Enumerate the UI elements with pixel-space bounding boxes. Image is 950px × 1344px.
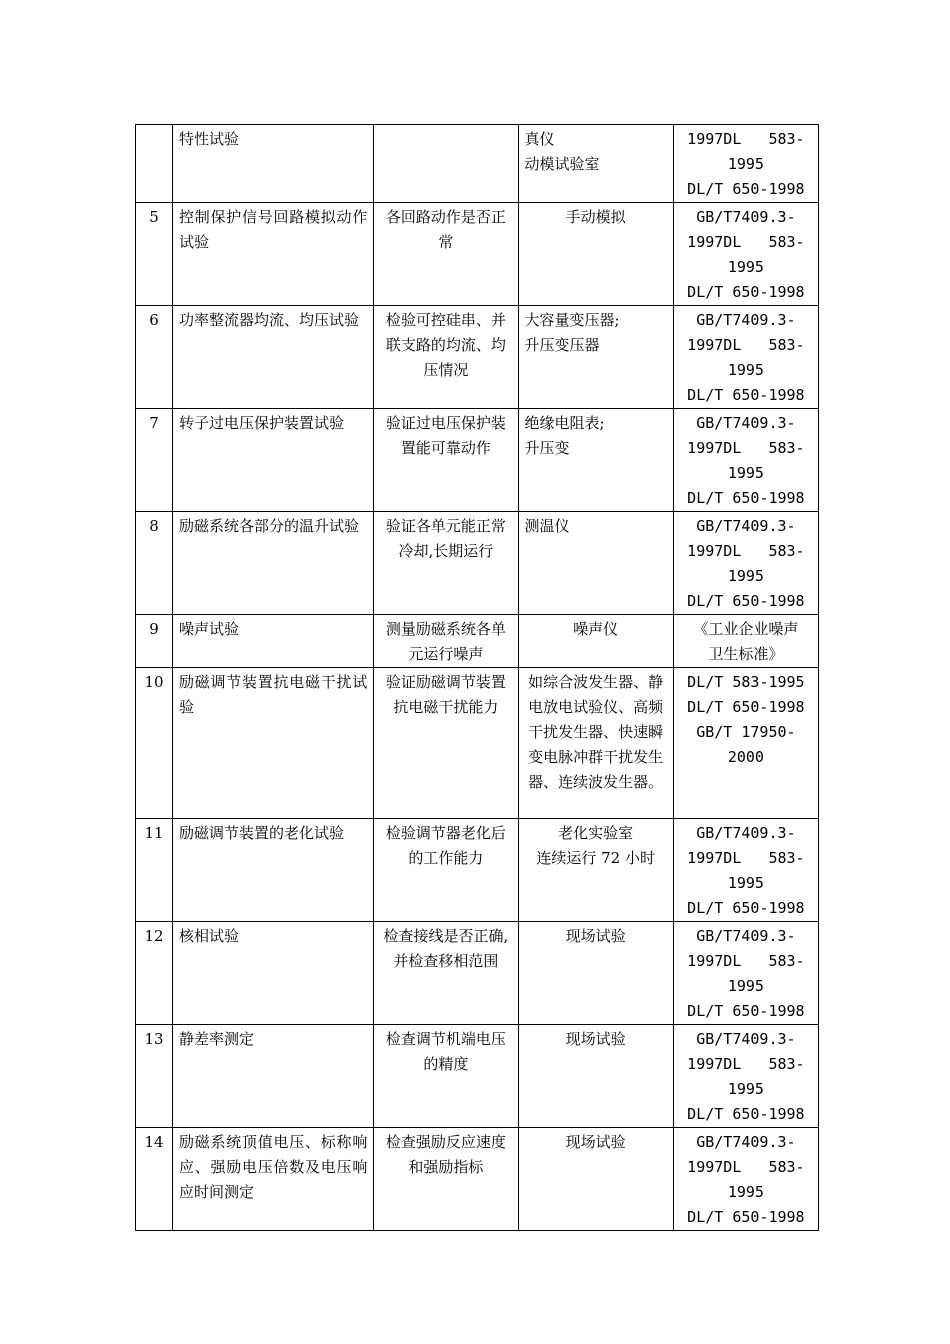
test-item-cell-text: 功率整流器均流、均压试验: [179, 311, 360, 329]
test-purpose-cell-text: 测量励磁系统各单元运行噪声: [385, 620, 506, 663]
test-equipment-cell-text: 手动模拟: [565, 208, 626, 226]
table-row: [136, 409, 819, 512]
test-purpose-cell-text: 验证各单元能正常冷却,长期运行: [385, 517, 506, 560]
table-row: [136, 1025, 819, 1128]
row-number-cell-text: 13: [144, 1030, 164, 1048]
row-number-cell: [136, 615, 173, 668]
row-number-cell: [136, 203, 173, 306]
test-equipment-cell-text: 噪声仪: [573, 620, 619, 638]
table-row: [136, 1128, 819, 1231]
test-equipment-cell-text: 大容量变压器; 升压变压器: [524, 311, 620, 354]
row-number-cell: [136, 819, 173, 922]
test-item-cell: [173, 203, 374, 306]
table-body: [136, 125, 819, 1231]
test-item-cell: [173, 615, 374, 668]
test-purpose-cell: [374, 668, 518, 819]
test-purpose-cell: [374, 922, 518, 1025]
test-item-cell-text: 励磁系统各部分的温升试验: [179, 517, 360, 535]
standard-cell: [673, 668, 818, 819]
test-item-cell: [173, 512, 374, 615]
standard-cell-text: 1997DL 583- 1995 DL/T 650-1998: [687, 130, 805, 198]
test-item-cell-text: 核相试验: [179, 927, 240, 945]
test-item-cell-text: 励磁调节装置的老化试验: [179, 824, 345, 842]
standard-cell-text: GB/T7409.3- 1997DL 583- 1995 DL/T 650-1998: [687, 517, 805, 610]
row-number-cell-text: 11: [144, 824, 164, 842]
test-purpose-cell-text: 验证过电压保护装置能可靠动作: [385, 414, 506, 457]
test-equipment-cell: [518, 409, 673, 512]
test-equipment-cell-text: 绝缘电阻表; 升压变: [524, 414, 605, 457]
row-number-cell: [136, 306, 173, 409]
row-number-cell: [136, 409, 173, 512]
standard-cell: [673, 306, 818, 409]
test-equipment-cell-text: 现场试验: [565, 1030, 626, 1048]
row-number-cell: [136, 512, 173, 615]
test-purpose-cell-text: 检查接线是否正确,并检查移相范围: [383, 927, 509, 970]
standard-cell: [673, 922, 818, 1025]
test-purpose-cell: [374, 615, 518, 668]
test-equipment-cell: [518, 922, 673, 1025]
test-purpose-cell-text: 检验可控硅串、并联支路的均流、均压情况: [385, 311, 506, 379]
standard-cell: [673, 1025, 818, 1128]
test-equipment-cell: [518, 819, 673, 922]
test-item-cell: [173, 306, 374, 409]
test-equipment-cell-text: 真仪 动模试验室: [524, 130, 600, 173]
test-equipment-cell-text: 老化实验室 连续运行 72 小时: [536, 824, 655, 867]
table-row: [136, 615, 819, 668]
test-purpose-cell-text: 检验调节器老化后的工作能力: [385, 824, 506, 867]
standard-cell-text: GB/T7409.3- 1997DL 583- 1995 DL/T 650-1998: [687, 208, 805, 301]
test-item-cell: [173, 668, 374, 819]
standard-cell: [673, 512, 818, 615]
test-item-cell-text: 特性试验: [179, 130, 240, 148]
test-equipment-cell: [518, 125, 673, 203]
standard-cell-text: GB/T7409.3- 1997DL 583- 1995 DL/T 650-1998: [687, 1133, 805, 1226]
test-equipment-cell: [518, 668, 673, 819]
standard-cell: [673, 819, 818, 922]
standard-cell: [673, 615, 818, 668]
row-number-cell: [136, 1025, 173, 1128]
test-purpose-cell-text: 各回路动作是否正常: [385, 208, 506, 251]
test-equipment-cell: [518, 1025, 673, 1128]
test-purpose-cell: [374, 1025, 518, 1128]
row-number-cell: [136, 922, 173, 1025]
standard-cell-text: GB/T7409.3- 1997DL 583- 1995 DL/T 650-1998: [687, 311, 805, 404]
test-purpose-cell: [374, 409, 518, 512]
row-number-cell: [136, 668, 173, 819]
test-equipment-cell-text: 现场试验: [565, 927, 626, 945]
standard-cell: [673, 409, 818, 512]
test-purpose-cell: [374, 512, 518, 615]
test-item-cell: [173, 409, 374, 512]
row-number-cell-text: 5: [149, 208, 159, 226]
test-item-cell-text: 控制保护信号回路模拟动作试验: [179, 208, 368, 251]
standard-cell: [673, 203, 818, 306]
test-item-cell-text: 静差率测定: [179, 1030, 255, 1048]
row-number-cell: [136, 125, 173, 203]
row-number-cell-text: 10: [144, 673, 164, 691]
test-item-cell-text: 噪声试验: [179, 620, 240, 638]
test-equipment-cell: [518, 1128, 673, 1231]
test-item-cell: [173, 922, 374, 1025]
row-number-cell-text: 7: [149, 414, 159, 432]
test-equipment-cell: [518, 203, 673, 306]
table-row: [136, 306, 819, 409]
test-equipment-cell: [518, 615, 673, 668]
table-row: [136, 203, 819, 306]
test-item-cell: [173, 125, 374, 203]
row-number-cell-text: 14: [144, 1133, 164, 1151]
test-item-cell-text: 励磁系统顶值电压、标称响应、强励电压倍数及电压响应时间测定: [179, 1133, 368, 1201]
table-row: [136, 922, 819, 1025]
test-purpose-cell: [374, 1128, 518, 1231]
test-equipment-cell: [518, 512, 673, 615]
test-purpose-cell: [374, 203, 518, 306]
row-number-cell: [136, 1128, 173, 1231]
standard-cell: [673, 1128, 818, 1231]
standard-cell-text: 《工业企业噪声 卫生标准》: [693, 620, 799, 663]
test-purpose-cell-text: 验证励磁调节装置抗电磁干扰能力: [385, 673, 506, 716]
table-row: [136, 819, 819, 922]
test-purpose-cell-text: 检查调节机端电压的精度: [385, 1030, 506, 1073]
standard-cell: [673, 125, 818, 203]
standard-cell-text: GB/T7409.3- 1997DL 583- 1995 DL/T 650-1998: [687, 824, 805, 917]
test-item-cell-text: 励磁调节装置抗电磁干扰试验: [179, 673, 368, 716]
test-equipment-cell-text: 测温仪: [524, 517, 570, 535]
test-equipment-cell: [518, 306, 673, 409]
table-row: [136, 668, 819, 819]
table-row: [136, 512, 819, 615]
test-purpose-cell: [374, 819, 518, 922]
standard-cell-text: GB/T7409.3- 1997DL 583- 1995 DL/T 650-1998: [687, 1030, 805, 1123]
test-items-table: [135, 124, 819, 1231]
standard-cell-text: GB/T7409.3- 1997DL 583- 1995 DL/T 650-1998: [687, 927, 805, 1020]
test-purpose-cell-text: 检查强励反应速度和强励指标: [385, 1133, 506, 1176]
row-number-cell-text: 12: [144, 927, 164, 945]
row-number-cell-text: 6: [149, 311, 159, 329]
test-item-cell: [173, 819, 374, 922]
standard-cell-text: DL/T 583-1995 DL/T 650-1998 GB/T 17950-2000: [687, 673, 805, 766]
standard-cell-text: GB/T7409.3- 1997DL 583- 1995 DL/T 650-1998: [687, 414, 805, 507]
test-equipment-cell-text: 如综合波发生器、静电放电试验仪、高频干扰发生器、快速瞬变电脉冲群干扰发生器、连续波发生器。: [528, 673, 664, 791]
row-number-cell-text: 8: [149, 517, 159, 535]
test-purpose-cell: [374, 125, 518, 203]
test-purpose-cell: [374, 306, 518, 409]
test-equipment-cell-text: 现场试验: [565, 1133, 626, 1151]
test-item-cell: [173, 1025, 374, 1128]
test-item-cell-text: 转子过电压保护装置试验: [179, 414, 345, 432]
test-item-cell: [173, 1128, 374, 1231]
row-number-cell-text: 9: [149, 620, 159, 638]
table-row: [136, 125, 819, 203]
